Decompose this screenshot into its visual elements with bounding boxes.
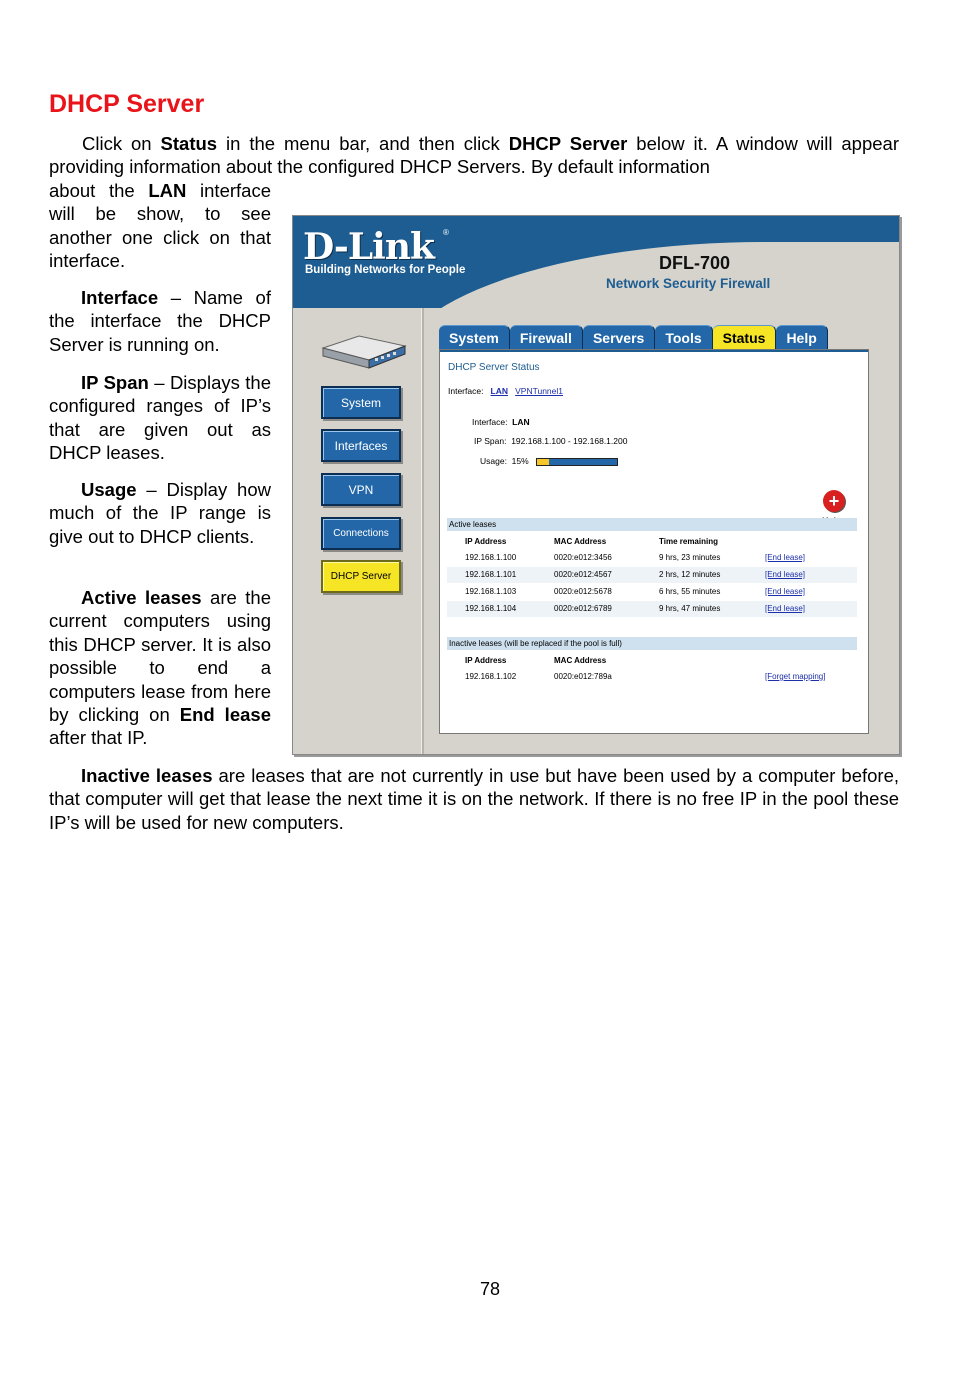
- page-number: 78: [479, 1279, 501, 1299]
- lease-time: 9 hrs, 47 minutes: [659, 604, 721, 613]
- lease-mac: 0020:e012:5678: [554, 587, 612, 596]
- usage-bar-fill: [537, 459, 549, 465]
- inactive-leases-columns: IP Address MAC Address: [465, 656, 607, 665]
- tab-tools[interactable]: Tools: [655, 325, 712, 349]
- lease-ip: 192.168.1.103: [465, 587, 517, 596]
- lease-mac: 0020:e012:4567: [554, 570, 612, 579]
- forget-mapping-link[interactable]: [Forget mapping]: [765, 672, 826, 681]
- lease-ip: 192.168.1.101: [465, 570, 517, 579]
- model-subtitle: Network Security Firewall: [606, 276, 771, 291]
- lease-mac: 0020:e012:6789: [554, 604, 612, 613]
- content-panel: [439, 349, 869, 734]
- registered-mark: ®: [443, 228, 449, 237]
- usage-paragraph: Usage – Display how much of the IP range is give out to DHCP clients.: [49, 479, 271, 547]
- tab-help[interactable]: Help: [776, 325, 827, 349]
- sidebar-button-vpn[interactable]: VPN: [321, 473, 401, 506]
- active-leases-header: Active leases: [447, 518, 857, 531]
- table-row: [447, 601, 857, 617]
- sidebar-button-system[interactable]: System: [321, 386, 401, 419]
- lease-ip: 192.168.1.104: [465, 604, 517, 613]
- sidebar-divider: [421, 308, 424, 754]
- tab-servers[interactable]: Servers: [583, 325, 655, 349]
- sidebar-button-dhcp-server[interactable]: DHCP Server: [321, 560, 401, 593]
- table-row: [447, 669, 857, 685]
- lease-time: 9 hrs, 23 minutes: [659, 553, 721, 562]
- lease-mac: 0020:e012:3456: [554, 553, 612, 562]
- inactive-leases-paragraph: Inactive leases are leases that are not currently in use but have been used by a computer before, that computer will get that lease the next time it is on the network. If there is no free IP in the pool these IP’s will be used for new computers.: [49, 765, 900, 833]
- end-lease-link[interactable]: [End lease]: [765, 587, 806, 596]
- dlink-tagline: Building Networks for People: [305, 264, 466, 276]
- interface-link-vpntunnel1[interactable]: VPNTunnel1: [515, 386, 563, 396]
- tab-status[interactable]: Status: [713, 325, 777, 349]
- menu-bar: [439, 325, 828, 349]
- sidebar-button-connections[interactable]: Connections: [321, 517, 401, 550]
- model-name: DFL-700: [659, 253, 731, 273]
- active-leases-paragraph: Active leases are the current computers using this DHCP server. It is also possible to end a computers lease from here by clicking on End lease after that IP.: [49, 587, 271, 749]
- active-leases-columns: IP Address MAC Address Time remaining: [465, 537, 718, 546]
- ip-span: IP Span: 192.168.1.100 - 192.168.1.200: [474, 436, 628, 446]
- lease-ip: 192.168.1.102: [465, 672, 517, 681]
- usage-bar: [536, 458, 618, 466]
- lease-time: 2 hrs, 12 minutes: [659, 570, 721, 579]
- lease-ip: 192.168.1.100: [465, 553, 517, 562]
- usage: Usage: 15%: [480, 456, 529, 466]
- firewall-device-icon: [319, 334, 407, 370]
- ip-span-paragraph: IP Span – Displays the configured ranges of IP’s that are given out as DHCP leases.: [49, 372, 272, 464]
- inactive-leases-header: Inactive leases (will be replaced if the pool is full): [447, 637, 857, 650]
- end-lease-link[interactable]: [End lease]: [765, 553, 806, 562]
- page-title: DHCP Server: [49, 90, 205, 118]
- end-lease-link[interactable]: [End lease]: [765, 570, 806, 579]
- help-plus-icon[interactable]: +: [823, 490, 845, 512]
- interface-link-lan[interactable]: LAN: [490, 386, 509, 396]
- end-lease-link[interactable]: [End lease]: [765, 604, 806, 613]
- content-title: DHCP Server Status: [448, 362, 540, 373]
- sidebar-button-interfaces[interactable]: Interfaces: [321, 429, 401, 462]
- lease-mac: 0020:e012:789a: [554, 672, 612, 681]
- dlink-logo: D-Link: [303, 226, 434, 268]
- lease-time: 6 hrs, 55 minutes: [659, 587, 721, 596]
- table-row: [447, 567, 857, 583]
- table-row: [447, 550, 857, 566]
- tab-system[interactable]: System: [439, 325, 510, 349]
- tab-firewall[interactable]: Firewall: [510, 325, 583, 349]
- table-row: [447, 584, 857, 600]
- intro-continuation: about the LAN interface will be show, to see another one click on that interface.: [49, 180, 271, 272]
- dhcp-server-screenshot: [292, 215, 900, 755]
- interface-selector: Interface: LAN VPNTunnel1: [448, 386, 563, 396]
- intro-paragraph: Click on Status in the menu bar, and then click DHCP Server below it. A window will appear providing information about the configured DHCP Servers. By default information: [49, 133, 899, 178]
- selected-interface: Interface: LAN: [472, 417, 530, 427]
- interface-paragraph: Interface – Name of the interface the DHCP Server is running on.: [49, 287, 271, 355]
